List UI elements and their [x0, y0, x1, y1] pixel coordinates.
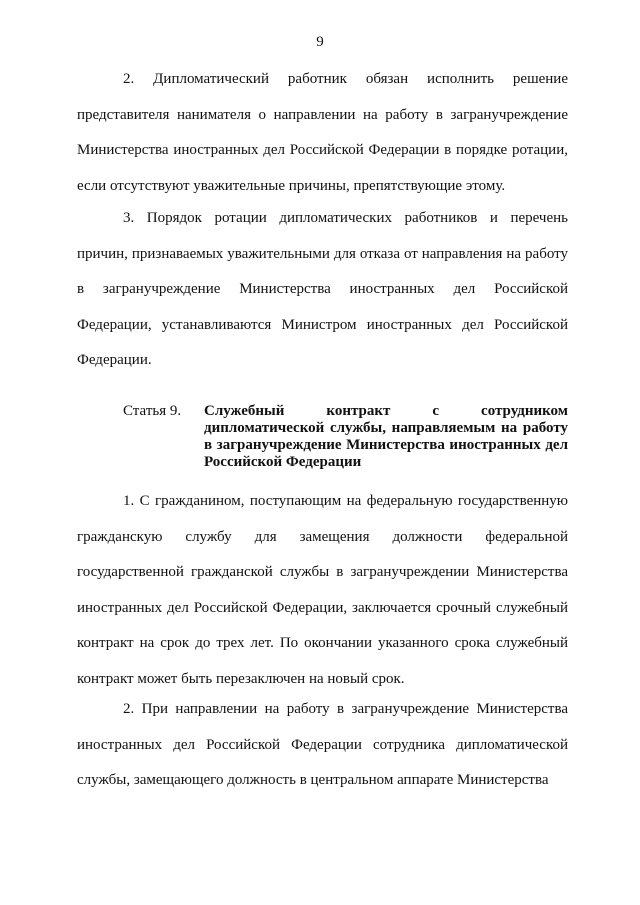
article-label: Статья 9. [123, 403, 182, 419]
paragraph-rotation-obligation: 2. Дипломатический работник обязан исполнить решение представителя нанимателя о направлении на работу в загранучреждение Министерства иностранных дел Российской Федерации в порядке ротации, если отсутствуют уважительные причины, препятствующие этому. [77, 71, 568, 194]
article-title: Служебный контракт с сотрудником дипломатической службы, направляемым на работу в загранучреждение Министерства иностранных дел Российской Федерации [204, 403, 568, 470]
paragraph-fixed-term-contract: 1. С гражданином, поступающим на федеральную государственную гражданскую службу для замещения должности федеральной государственной гражданской службы в загранучреждении Министерства иностранных дел Российской Федерации, заключается срочный служебный контракт на срок до трех лет. По окончании указанного срока служебный контракт может быть перезаключен на новый срок. [77, 493, 568, 687]
paragraph-assignment-abroad: 2. При направлении на работу в загранучреждение Министерства иностранных дел Российской Федерации сотрудника дипломатической службы, замещающего должность в центральном аппарате Министерства [77, 701, 568, 788]
page-number: 9 [316, 34, 324, 50]
paragraph-rotation-procedure: 3. Порядок ротации дипломатических работников и перечень причин, признаваемых уважительными для отказа от направления на работу в загранучреждение Министерства иностранных дел Российской Федерации, устанавливаются Министром иностранных дел Российской Федерации. [77, 210, 568, 368]
